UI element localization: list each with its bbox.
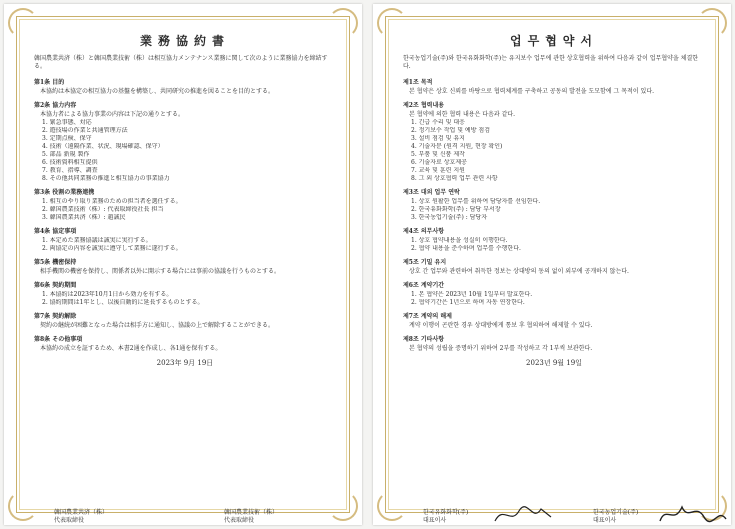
party-name: 한국유화화학(주): [423, 509, 469, 516]
article-item: 8. その他共同業務の推進と相互協力の事業協力: [42, 175, 170, 182]
article-text: 본 협약은 상호 신뢰를 바탕으로 협력체계를 구축하고 공동의 발전을 도모함에 그 목적이 있다.: [409, 88, 655, 95]
article-item: 2. 協約期間は1年とし、以後自動的に延長するものとする。: [42, 299, 204, 306]
article-item: 8. 그 외 상호협력 업무 관련 사항: [411, 175, 498, 182]
article-item: 1. 본 협약은 2023년 10월 1일부터 발효한다.: [411, 291, 533, 298]
document-title: 업무협약서: [510, 34, 598, 48]
article-item: 1. 本定めた業務協議は誠実に実行する。: [42, 237, 152, 244]
article-item: 6. 기술자료 상호제공: [411, 159, 467, 166]
article: [403, 228, 705, 253]
party-title: 대표이사: [593, 517, 617, 524]
party-title: 代表取締役: [224, 517, 255, 524]
article: [34, 102, 336, 183]
article: [34, 189, 336, 222]
party-b: [224, 509, 278, 525]
article-heading: 제8조 기타사항: [403, 336, 445, 343]
article: [34, 259, 336, 276]
article-item: 5. 부품 및 신품 제작: [411, 151, 465, 158]
article-item: 4. 기술자문 (원격 지원, 현장 확인): [411, 143, 503, 150]
article-item: 2. 両協定の内容を誠実に遵守して業務に遂行する。: [42, 245, 182, 252]
party-title: 대표이사: [423, 517, 447, 524]
article-items: [34, 237, 336, 253]
article-heading: 第3条 役割の業務連携: [34, 189, 95, 196]
article-items: [34, 198, 336, 222]
party-a: [54, 509, 108, 525]
contract-page-korean: [373, 4, 731, 525]
article-heading: 제5조 기밀 유지: [403, 259, 447, 266]
article-item: 7. 교육 및 훈련 지원: [411, 167, 465, 174]
articles-list: [403, 79, 705, 353]
article: [403, 189, 705, 222]
article-item: 3. 定期点検、保守: [42, 135, 92, 142]
article-text: 本協約は本協定の相互協力の基盤を構築し、共同研究の推進を図ることを目的とする。: [40, 88, 275, 95]
article: [403, 336, 705, 353]
article: [34, 313, 336, 330]
article-item: 7. 教育、指導、調査: [42, 167, 98, 174]
article: [34, 282, 336, 307]
article-heading: 제4조 의무사항: [403, 228, 445, 235]
article-heading: 제7조 계약의 해제: [403, 313, 452, 320]
article-item: 2. 협약 내용을 준수하며 업무를 수행한다.: [411, 245, 521, 252]
article-item: 4. 技術（遠隔作業、状況、現場確認、保守）: [42, 143, 164, 150]
party-name: 韓国農業共済（株）: [54, 509, 109, 516]
article-heading: 第1条 目的: [34, 79, 65, 86]
article: [34, 228, 336, 253]
article: [403, 259, 705, 276]
article-items: [403, 198, 705, 222]
article-item: 1. 相互のやり取り業務のための担当者を選任する。: [42, 198, 182, 205]
article-item: 3. 한국농업기술(주) : 담당자: [411, 214, 488, 221]
article-items: [34, 291, 336, 307]
article-item: 1. 本協約は2023年10月1日から効力を有する。: [42, 291, 173, 298]
article-heading: 第7条 契約解除: [34, 313, 77, 320]
article-heading: 제6조 계약기간: [403, 282, 445, 289]
article: [403, 282, 705, 307]
article-text: 契約の継続が困難となった場合は相手方に通知し、協議の上で解除することができる。: [40, 322, 275, 329]
article-items: [403, 291, 705, 307]
article-item: 2. 遊技場の作業と共通管理方法: [42, 127, 128, 134]
article-text: 계약 이행이 곤란한 경우 상대방에게 통보 후 협의하여 해제할 수 있다.: [409, 322, 593, 329]
article: [403, 102, 705, 183]
contract-date: 2023년 9월 19일: [526, 359, 582, 367]
article: [403, 313, 705, 330]
article-item: 2. 한국유화화학(주) : 담당 부서장: [411, 206, 501, 213]
article-item: 2. 韓国農業技術（株）: 代表取締役社長 担当: [42, 206, 164, 213]
article: [34, 336, 336, 353]
article-text: 本協力者による協力事業の内容は下記の通りとする。: [40, 111, 185, 118]
contract-date: 2023年 9月 19日: [156, 359, 214, 367]
articles-list: [34, 79, 336, 353]
party-b: [593, 509, 638, 525]
article-item: 2. 협약기간은 1년으로 하며 자동 연장한다.: [411, 299, 525, 306]
article-items: [403, 119, 705, 183]
party-name: 韓国農業技術（株）: [224, 509, 279, 516]
document-body: [34, 34, 336, 524]
handwritten-signature-icon: [493, 503, 553, 527]
article-heading: 第5条 機密保持: [34, 259, 77, 266]
article-text: 相手機関の機密を保持し、関係者以外に開示する場合には事前の協議を行うものとする。: [40, 268, 281, 275]
article-items: [403, 237, 705, 253]
preamble: 韓国農業共済（株）と韓国農業技術（株）は相互協力メンテナンス業務に関して次のように業務協力を締結する。: [34, 55, 328, 70]
article-text: 本協約の成立を証するため、本書2通を作成し、各1通を保有する。: [40, 345, 222, 352]
article-heading: 제1조 목적: [403, 79, 433, 86]
article-item: 6. 技術資料相互提供: [42, 159, 98, 166]
party-a: [423, 509, 468, 525]
party-title: 代表取締役: [54, 517, 85, 524]
article-heading: 제2조 협력내용: [403, 102, 445, 109]
article-heading: 제3조 대외 업무 연락: [403, 189, 460, 196]
article: [403, 79, 705, 96]
article-item: 1. 緊急事態、対応: [42, 119, 92, 126]
article-item: 3. 韓国農業共済（株）: 趙誠民: [42, 214, 126, 221]
party-name: 한국농업기술(주): [593, 509, 639, 516]
article-heading: 第8条 その他事項: [34, 336, 83, 343]
article-item: 1. 긴급 수리 및 대응: [411, 119, 465, 126]
article-items: [34, 119, 336, 183]
article-heading: 第2条 協力内容: [34, 102, 77, 109]
article-heading: 第4条 協定事項: [34, 228, 77, 235]
handwritten-signature-icon: [658, 501, 728, 527]
article-heading: 第6条 契約期間: [34, 282, 77, 289]
article-item: 3. 설비 점검 및 유지: [411, 135, 465, 142]
preamble: 한국농업기술(주)와 한국유화화학(주)는 유지보수 업무에 관한 상호협력을 위하여 다음과 같이 업무협약을 체결한다.: [403, 55, 699, 70]
document-body: [403, 34, 705, 524]
contract-page-japanese: [4, 4, 362, 525]
article-item: 1. 상호 협약내용을 성실히 이행한다.: [411, 237, 508, 244]
article-text: 본 협약에 의한 협력 내용은 다음과 같다.: [409, 111, 516, 118]
article: [34, 79, 336, 96]
article-text: 상호 간 업무와 관련하여 취득한 정보는 상대방의 동의 없이 외부에 공개하지 않는다.: [409, 268, 629, 275]
article-item: 1. 상호 원활한 업무를 위하여 담당자를 선임한다.: [411, 198, 541, 205]
article-item: 5. 部品 新規 製作: [42, 151, 90, 158]
document-title: 業務協約書: [139, 34, 230, 48]
article-item: 2. 정기보수 작업 및 예방 점검: [411, 127, 491, 134]
article-text: 본 협약의 성립을 증명하기 위하여 2부를 작성하고 각 1부씩 보관한다.: [409, 345, 593, 352]
